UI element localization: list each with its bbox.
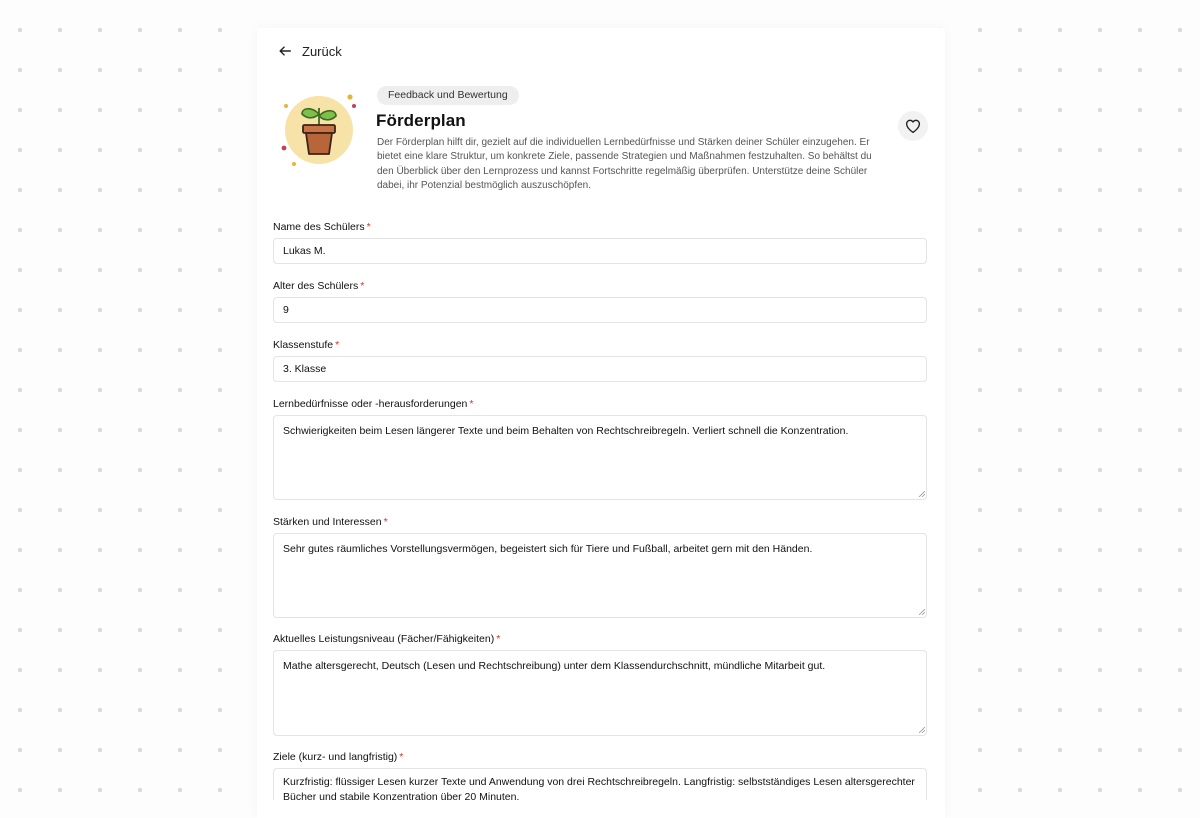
required-marker: * xyxy=(360,280,365,292)
resize-handle-icon[interactable] xyxy=(919,491,925,497)
required-marker: * xyxy=(383,516,388,528)
strengths-label xyxy=(273,516,388,528)
category-badge[interactable]: Feedback und Bewertung xyxy=(377,86,519,105)
arrow-left-icon xyxy=(278,44,292,58)
learning-needs-textarea[interactable] xyxy=(273,415,927,500)
student-age-input[interactable] xyxy=(273,297,927,323)
student-name-label-text: Name des Schülers xyxy=(273,221,365,233)
required-marker: * xyxy=(469,398,474,410)
resize-handle-icon[interactable] xyxy=(919,727,925,733)
required-marker: * xyxy=(335,339,340,351)
strengths-textarea[interactable] xyxy=(273,533,927,618)
grade-input[interactable] xyxy=(273,356,927,382)
page-title: Förderplan xyxy=(376,111,466,130)
resize-handle-icon[interactable] xyxy=(919,609,925,615)
page-description: Der Förderplan hilft dir, gezielt auf die individuellen Lernbedürfnisse und Stärken deiner Schüler einzugehen. Er bietet eine klare Struktur, um konkrete Ziele, passende Strategien und Maßnahmen festzuhalten. So behältst du den Überblick über den Lernprozess und kannst Fortschritte regelmäßig überprüfen. Unterstütze deine Schüler dabei, ihr Potenzial bestmöglich auszuschöpfen. xyxy=(377,137,872,192)
learning-needs-label-text: Lernbedürfnisse oder -herausforderungen xyxy=(273,398,468,410)
back-button[interactable] xyxy=(278,41,342,61)
strengths-label-text: Stärken und Interessen xyxy=(273,516,382,528)
back-label: Zurück xyxy=(302,43,342,59)
student-age-label xyxy=(273,280,364,292)
student-name-input[interactable] xyxy=(273,238,927,264)
performance-label xyxy=(273,633,500,645)
performance-textarea[interactable] xyxy=(273,650,927,736)
required-marker: * xyxy=(496,633,501,645)
goals-textarea[interactable] xyxy=(273,768,927,800)
student-name-label xyxy=(273,221,371,233)
student-age-label-text: Alter des Schülers xyxy=(273,280,359,292)
grade-label-text: Klassenstufe xyxy=(273,339,334,351)
grade-label xyxy=(273,339,339,351)
required-marker: * xyxy=(366,221,371,233)
learning-needs-label xyxy=(273,398,473,410)
required-marker: * xyxy=(399,751,404,763)
plant-pot-icon xyxy=(280,92,360,172)
favorite-button[interactable] xyxy=(898,111,928,141)
goals-label xyxy=(273,751,403,763)
goals-label-text: Ziele (kurz- und langfristig) xyxy=(273,751,398,763)
heart-icon xyxy=(904,117,922,135)
performance-label-text: Aktuelles Leistungsniveau (Fächer/Fähigkeiten) xyxy=(273,633,495,645)
